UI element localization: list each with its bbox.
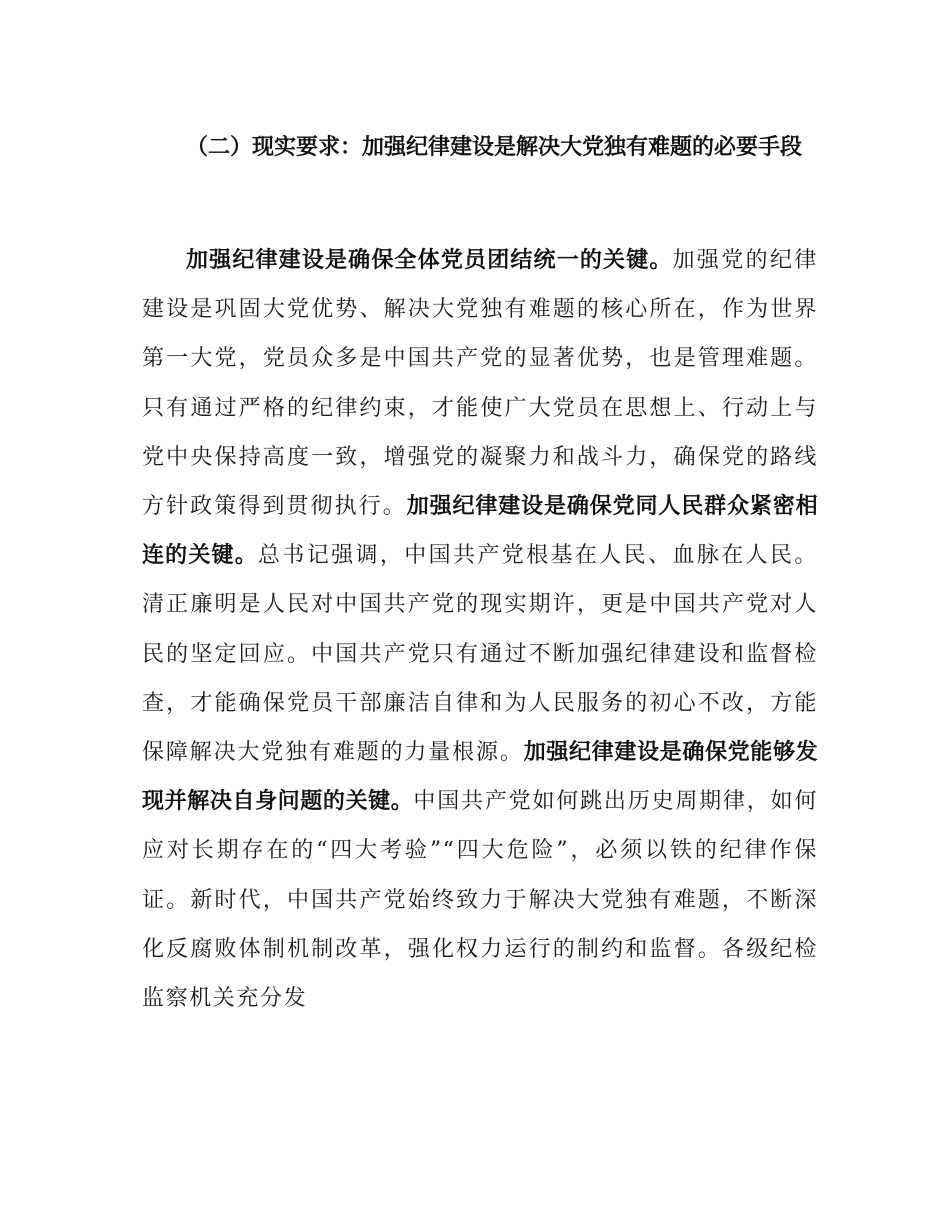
key-point-3: 加强纪律建设是确保党能够发现并解决自身问题的关键。 <box>142 740 819 815</box>
key-point-1-text: 加强党的纪律建设是巩固大党优势、解决大党独有难题的核心所在，作为世界第一大党，党员众多是中国共产党的显著优势，也是管理难题。只有通过严格的纪律约束，才能使广大党员在思想上、行动上与党中央保持高度一致，增强党的凝聚力和战斗力，确保党的路线方针政策得到贯彻执行。 <box>142 248 818 520</box>
key-point-2: 加强纪律建设是确保党同人民群众紧密相连的关键。 <box>142 494 819 569</box>
key-point-3-text: 中国共产党如何跳出历史周期律，如何应对长期存在的“四大考验”“四大危险”，必须以铁的纪律作保证。新时代，中国共产党始终致力于解决大党独有难题，不断深化反腐败体制机制改革，强化权力运行的制约和监督。各级纪检监察机关充分发 <box>142 789 818 1012</box>
key-point-1: 加强纪律建设是确保全体党员团结统一的关键。 <box>186 248 673 273</box>
key-point-2-text: 总书记强调，中国共产党根基在人民、血脉在人民。清正廉明是人民对中国共产党的现实期许，更是中国共产党对人民的坚定回应。中国共产党只有通过不断加强纪律建设和监督检查，才能确保党员干部廉洁自律和为人民服务的初心不改，方能保障解决大党独有难题的力量根源。 <box>142 543 818 766</box>
body-paragraph <box>142 236 818 1023</box>
section-heading: （二）现实要求：加强纪律建设是解决大党独有难题的必要手段 <box>186 135 803 160</box>
